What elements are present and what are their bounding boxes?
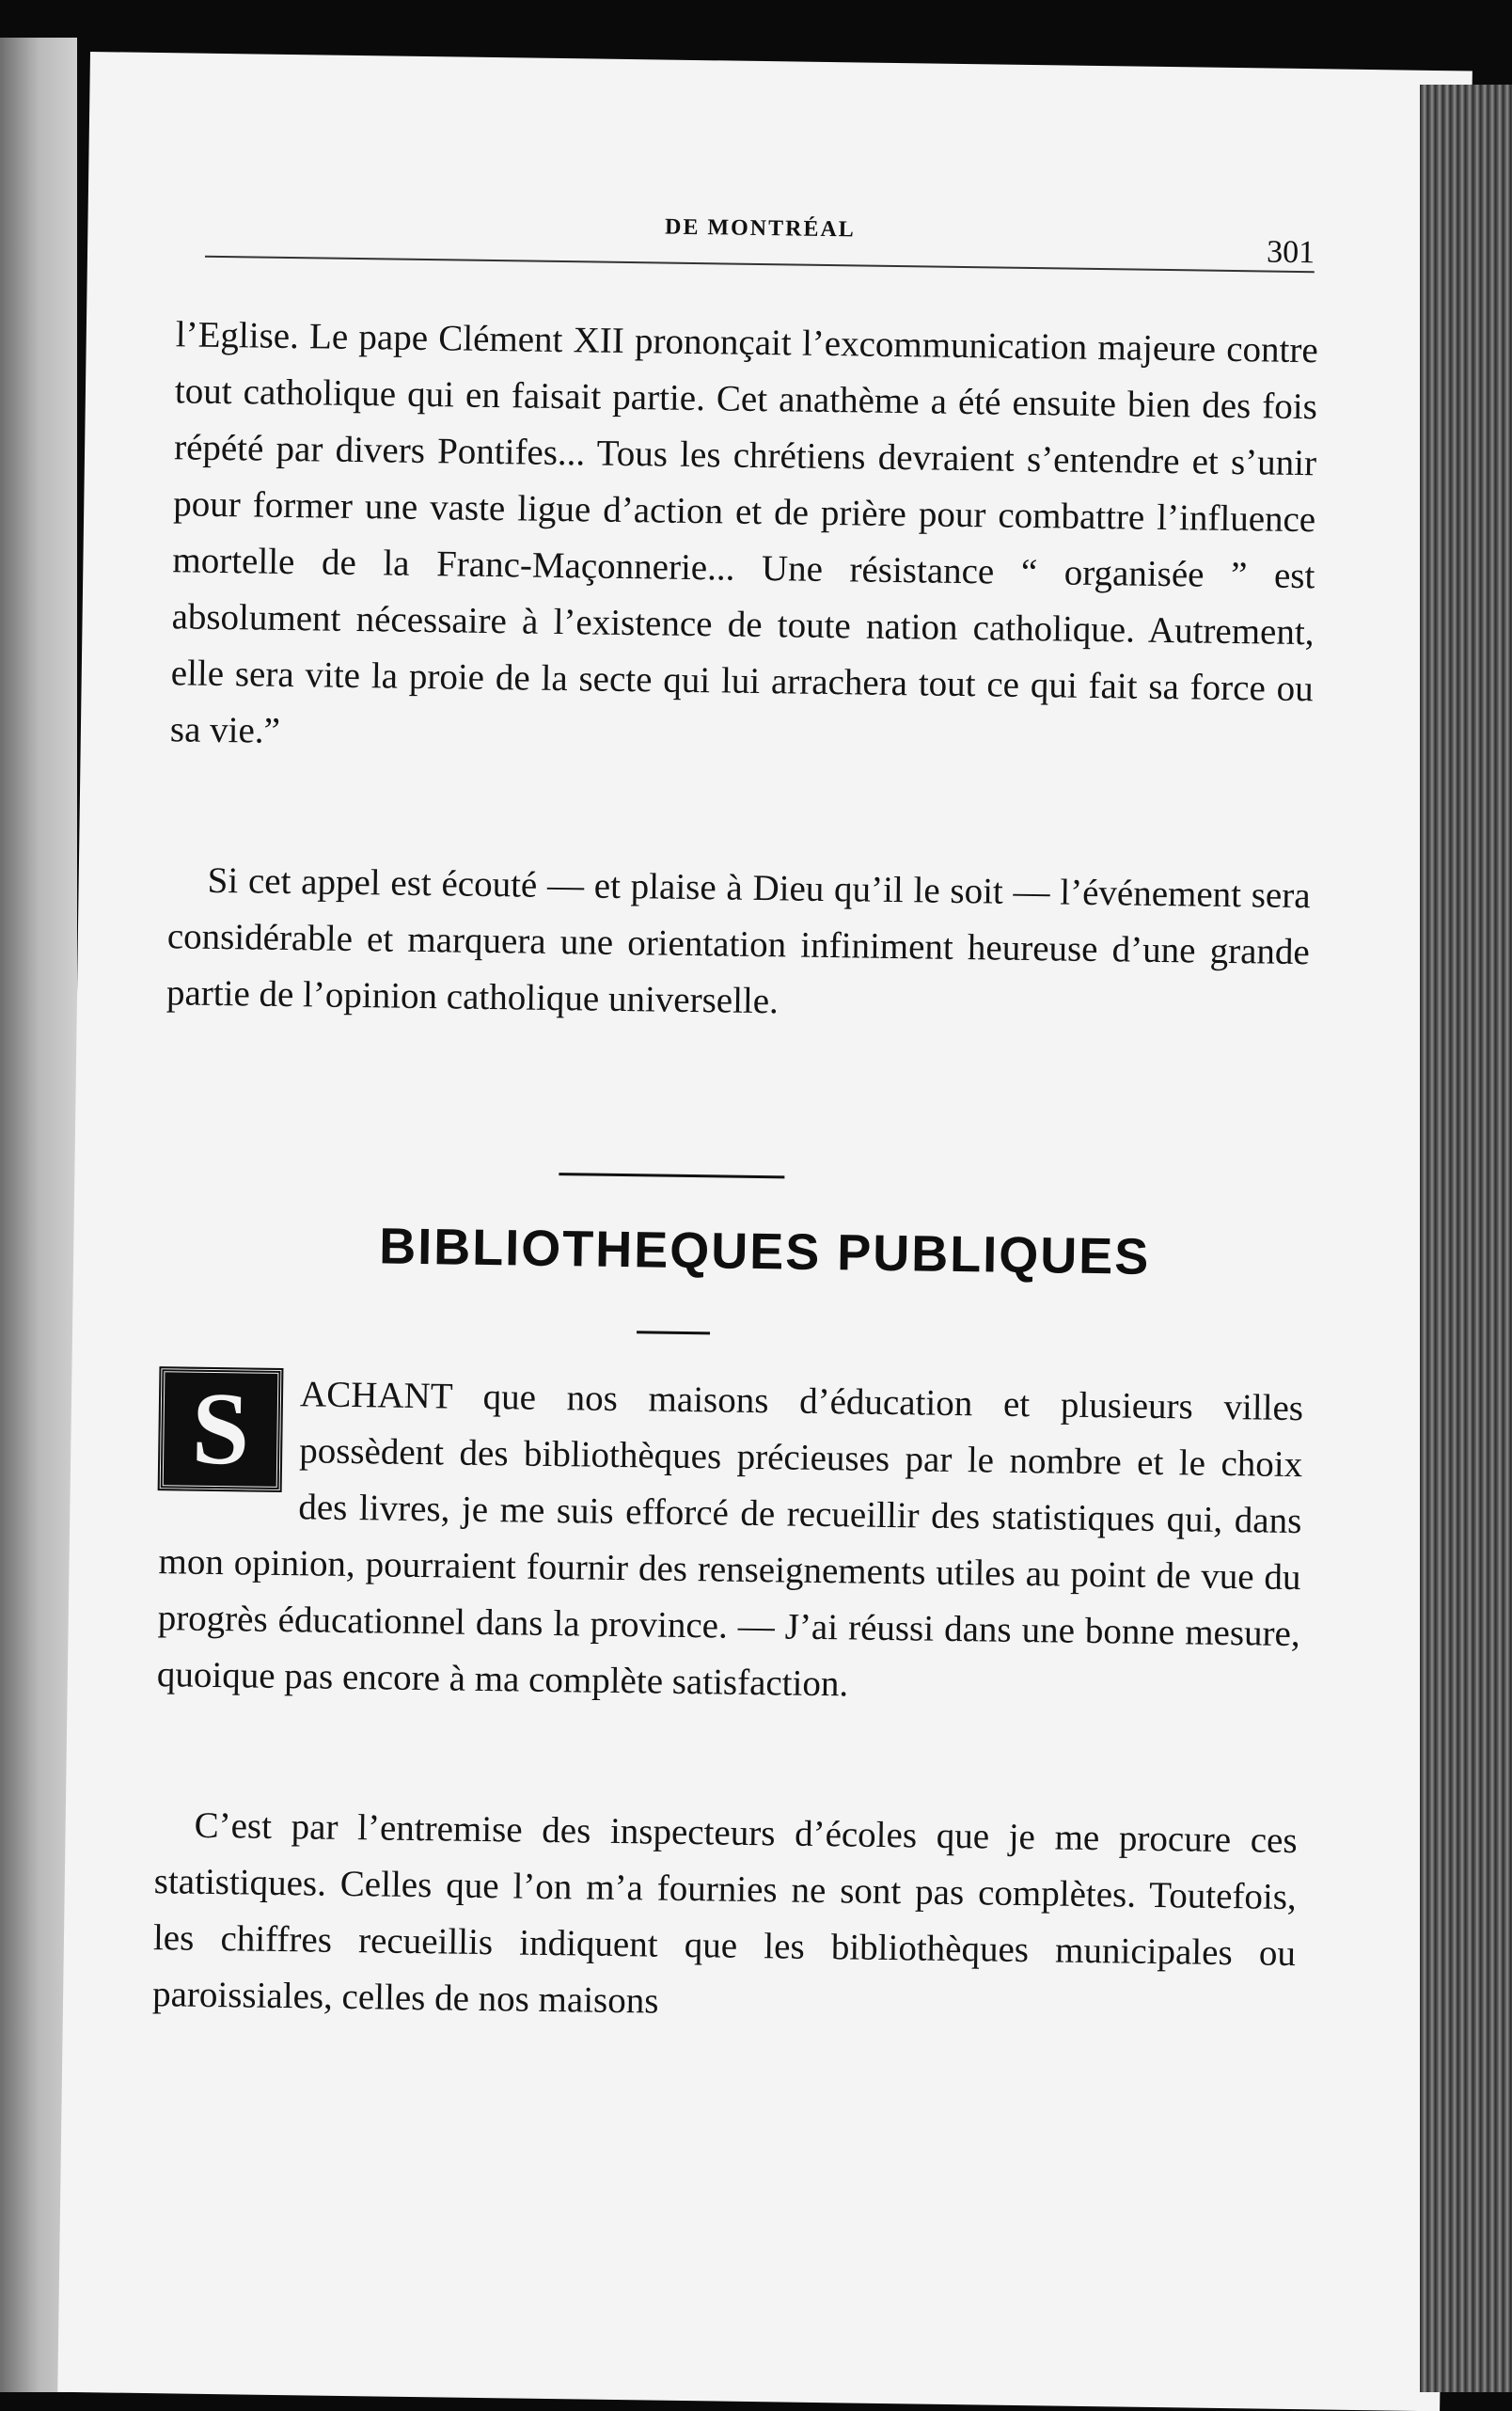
running-title: DE MONTRÉAL: [664, 214, 856, 243]
section-paragraph-2: C’est par l’entremise des inspecteurs d’écoles que je me procure ces statistiques. Celles que l’on m’a fournies ne sont pas complètes. Toutefois, les chiffres recueillis indiquent que les bibliothèques municipales ou paroissiales, celles de nos maisons: [151, 1804, 1298, 2022]
section-paragraph-1-text: ACHANT que nos maisons d’éducation et plusieurs villes possèdent des bibliothèques précieuses par le nombre et le choix des livres, je me suis efforcé de recueillir des statistiques qui, dans mon opinion, pourraient fournir des renseignements utiles au point de vue du progrès éducationnel dans la province. — J’ai réussi dans une bonne mesure, quoique pas encore à ma complète satisfaction.: [156, 1374, 1304, 1705]
page-number: 301: [1266, 234, 1315, 271]
drop-cap-initial: S: [160, 1368, 282, 1490]
section-paragraph-1: [156, 1364, 1303, 1719]
page-stack-edge: [1420, 85, 1512, 2392]
body-paragraph-2: Si cet appel est écouté — et plaise à Dieu qu’il le soit — l’événement sera considérable et marquera une orientation infiniment heureuse d’une grande partie de l’opinion catholique universelle.: [165, 859, 1311, 1022]
header-rule: [205, 256, 1315, 273]
title-underline-rule: [637, 1331, 710, 1334]
section-separator-rule: [559, 1173, 784, 1178]
section-title: BIBLIOTHEQUES PUBLIQUES: [378, 1218, 1151, 1285]
body-paragraph-1: l’Eglise. Le pape Clément XII prononçait l’excommunication majeure contre tout catholique qui en faisait partie. Cet anathème a été ensuite bien des fois répété par divers Pontifes... Tous les chrétiens devraient s’entendre et s’unir pour former une vaste ligue d’action et de prière pour combattre l’influence mortelle de la Franc-Maçonnerie... Une résistance “ organisée ” est absolument nécessaire à l’existence de toute nation catholique. Autrement, elle sera vite la proie de la secte qui lui arrachera tout ce qui fait sa force ou sa vie.”: [169, 314, 1318, 751]
page-header: [205, 209, 1315, 280]
book-page: [57, 52, 1473, 2411]
